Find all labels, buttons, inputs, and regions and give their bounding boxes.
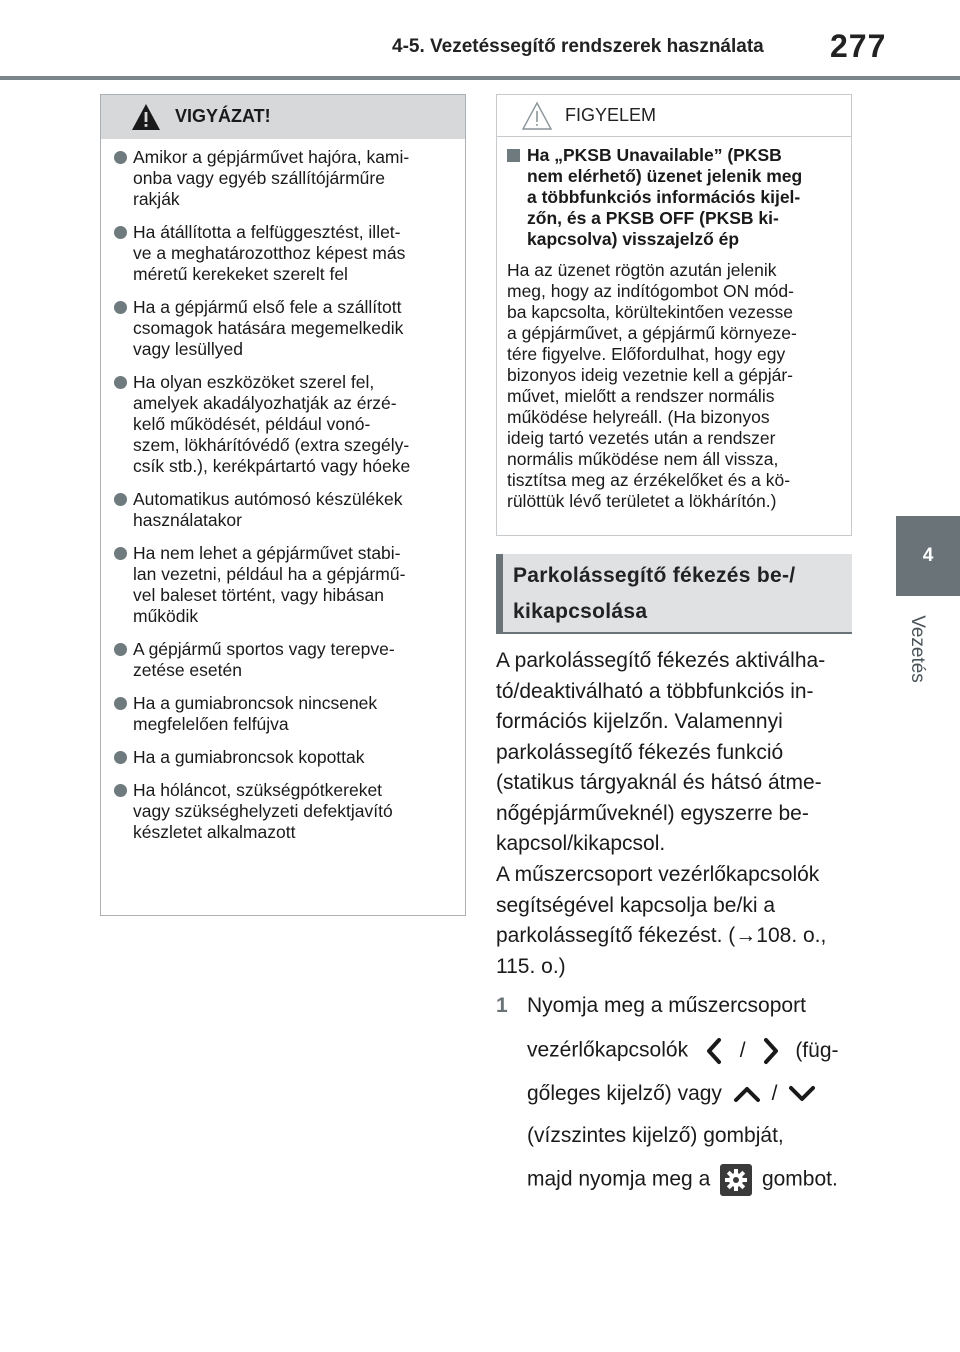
step-number: 1 bbox=[496, 994, 508, 1017]
text-line: tére figyelve. Előfordulhat, hogy egy bbox=[507, 344, 786, 364]
text-line: A műszercsoport vezérlőkapcsolók bbox=[496, 863, 820, 886]
text-line: nőgépjárműveknél) egyszerre be- bbox=[496, 801, 809, 825]
text-line: Ha a gépjármű első fele a szállított bbox=[133, 297, 402, 317]
chevron-right-icon bbox=[755, 1037, 785, 1065]
text-line: ideig tartó vezetés után a rendszer bbox=[507, 428, 776, 448]
text-line: Ha a gumiabroncsok nincsenek bbox=[133, 693, 378, 713]
notice-box bbox=[496, 94, 852, 536]
notice-body bbox=[507, 260, 841, 512]
notice-icon bbox=[521, 101, 553, 131]
text-line: méretű kerekeket szerelt fel bbox=[133, 264, 348, 284]
warning-icon bbox=[131, 103, 161, 131]
caution-item bbox=[113, 747, 453, 768]
text-line: zetése esetén bbox=[133, 660, 242, 680]
text-line: megfelelően felfújva bbox=[133, 714, 289, 734]
chevron-left-icon bbox=[700, 1037, 730, 1065]
text-line: meg, hogy az indítógombot ON mód- bbox=[507, 281, 794, 301]
section-heading bbox=[496, 554, 852, 634]
bullet-icon bbox=[114, 226, 127, 239]
text-line: csomagok hatására megemelkedik bbox=[133, 318, 404, 338]
bullet-icon bbox=[114, 697, 127, 710]
text-line: vagy szükséghelyzeti defektjavító bbox=[133, 801, 393, 821]
text-line: A gépjármű sportos vagy terepve- bbox=[133, 639, 395, 659]
square-bullet-icon bbox=[507, 149, 520, 162]
text-line: csík stb.), kerékpártartó vagy hóeke bbox=[133, 456, 411, 476]
text-line: vel baleset történt, vagy hibásan bbox=[133, 585, 384, 605]
text-line: 115. o.) bbox=[496, 954, 566, 978]
caution-title: VIGYÁZAT! bbox=[175, 106, 271, 126]
caution-item bbox=[113, 222, 453, 285]
text-line: (statikus tárgyaknál és hátsó átme- bbox=[496, 771, 822, 794]
text-line: kikapcsolása bbox=[513, 600, 648, 623]
chevron-up-icon bbox=[732, 1082, 762, 1106]
text-line: rakják bbox=[133, 189, 180, 209]
instruction-paragraph bbox=[496, 860, 826, 982]
notice-header bbox=[497, 95, 851, 137]
text-line: nem elérhető) üzenet jelenik meg bbox=[527, 166, 803, 186]
bullet-icon bbox=[114, 151, 127, 164]
caution-item bbox=[113, 297, 453, 360]
bullet-icon bbox=[114, 784, 127, 797]
text-line: kapcsolva) visszajelző ép bbox=[527, 229, 740, 249]
caution-item bbox=[113, 489, 453, 531]
step-line-2 bbox=[527, 1037, 839, 1065]
text-line: Ha nem lehet a gépjárművet stabi- bbox=[133, 543, 401, 563]
text-line: működése helyreáll. (Ha bizonyos bbox=[507, 407, 770, 427]
text-line: használatakor bbox=[133, 510, 242, 530]
caution-list bbox=[101, 147, 465, 843]
chapter-tab: 4 bbox=[896, 516, 960, 596]
text-line: tisztítsa meg az érzékelőket és a kö- bbox=[507, 470, 791, 490]
caution-box bbox=[100, 94, 466, 916]
text-line: normális működése nem áll vissza, bbox=[507, 449, 779, 469]
text-line: Ha „PKSB Unavailable” (PKSB bbox=[527, 145, 782, 165]
chapter-label: Vezetés bbox=[907, 615, 928, 683]
caution-item bbox=[113, 780, 453, 843]
text-line: Ha a gumiabroncsok kopottak bbox=[133, 747, 365, 767]
text-line: a gépjárművet, a gépjármű környeze- bbox=[507, 323, 797, 343]
text-line: lan vezetni, például ha a gépjármű- bbox=[133, 564, 406, 584]
bullet-icon bbox=[114, 376, 127, 389]
intro-paragraph bbox=[496, 646, 825, 860]
text-line: bizonyos ideig vezetnie kell a gépjár- bbox=[507, 365, 793, 385]
text-line: Ha olyan eszközöket szerel fel, bbox=[133, 372, 375, 392]
step-line-5 bbox=[527, 1164, 838, 1196]
caution-item bbox=[113, 372, 453, 477]
text-line: amelyek akadályozhatják az érzé- bbox=[133, 393, 397, 413]
text-line: segítségével kapcsolja be/ki a bbox=[496, 893, 775, 917]
text-line: zőn, és a PKSB OFF (PKSB ki- bbox=[527, 208, 779, 228]
text-line: A parkolássegítő fékezés aktiválha- bbox=[496, 649, 826, 672]
notice-title: FIGYELEM bbox=[565, 105, 657, 125]
text-line: ve a meghatározotthoz képest más bbox=[133, 243, 406, 263]
step-text: gombot. bbox=[761, 1167, 838, 1191]
notice-subheading bbox=[507, 145, 841, 250]
step-line-3 bbox=[527, 1082, 817, 1106]
text-line: vagy lesüllyed bbox=[133, 339, 243, 359]
slash-separator: / bbox=[739, 1038, 746, 1062]
chevron-down-icon bbox=[787, 1082, 817, 1106]
step-text: majd nyomja meg a bbox=[527, 1167, 711, 1191]
slash-separator: / bbox=[771, 1082, 778, 1105]
text-line: Ha átállította a felfüggesztést, illet- bbox=[133, 222, 401, 242]
text-line: onba vagy egyéb szállítójárműre bbox=[133, 168, 385, 188]
text-line: működik bbox=[133, 606, 199, 626]
caution-item bbox=[113, 543, 453, 627]
text-line: tó/deaktiválható a többfunkciós in- bbox=[496, 679, 814, 703]
caution-header bbox=[101, 95, 465, 139]
text-line: rülöttük lévő területet a lökhárítón.) bbox=[507, 491, 777, 511]
bullet-icon bbox=[114, 751, 127, 764]
text-line: formációs kijelzőn. Valamennyi bbox=[496, 710, 783, 733]
text-line: kelő működését, például vonó- bbox=[133, 414, 371, 434]
step-text: (füg- bbox=[795, 1038, 839, 1062]
text-line: készletet alkalmazott bbox=[133, 822, 296, 842]
bullet-icon bbox=[114, 493, 127, 506]
text-line: kapcsol/kikapcsol. bbox=[496, 832, 666, 855]
text-line: parkolássegítő fékezés funkció bbox=[496, 740, 784, 764]
caution-item bbox=[113, 693, 453, 735]
step-text: gőleges kijelző) vagy bbox=[527, 1082, 722, 1105]
gear-settings-icon bbox=[720, 1164, 752, 1196]
caution-item bbox=[113, 639, 453, 681]
text-line: parkolássegítő fékezést. (→108. o., bbox=[496, 924, 827, 947]
text-line: szem, lökhárítóvédő (extra szegély- bbox=[133, 435, 410, 455]
header-title: 4-5. Vezetéssegítő rendszerek használata bbox=[392, 36, 764, 57]
step-line-4: (vízszintes kijelző) gombját, bbox=[527, 1124, 784, 1147]
bullet-icon bbox=[114, 643, 127, 656]
text-line: a többfunkciós információs kijel- bbox=[527, 187, 801, 207]
bullet-icon bbox=[114, 301, 127, 314]
text-line: művet, mielőtt a rendszer normális bbox=[507, 386, 775, 406]
text-line: Parkolássegítő fékezés be-/ bbox=[513, 564, 796, 587]
text-line: Amikor a gépjárművet hajóra, kami- bbox=[133, 147, 410, 167]
step-line-1: Nyomja meg a műszercsoport bbox=[527, 994, 806, 1017]
page-number: 277 bbox=[830, 28, 887, 64]
text-line: Automatikus autómosó készülékek bbox=[133, 489, 403, 509]
step-text: vezérlőkapcsolók bbox=[527, 1038, 689, 1062]
text-line: Ha az üzenet rögtön azután jelenik bbox=[507, 260, 777, 280]
caution-item bbox=[113, 147, 453, 210]
text-line: Ha hóláncot, szükségpótkereket bbox=[133, 780, 383, 800]
bullet-icon bbox=[114, 547, 127, 560]
header-divider bbox=[0, 76, 960, 80]
text-line: ba kapcsolta, körültekintően vezesse bbox=[507, 302, 793, 322]
